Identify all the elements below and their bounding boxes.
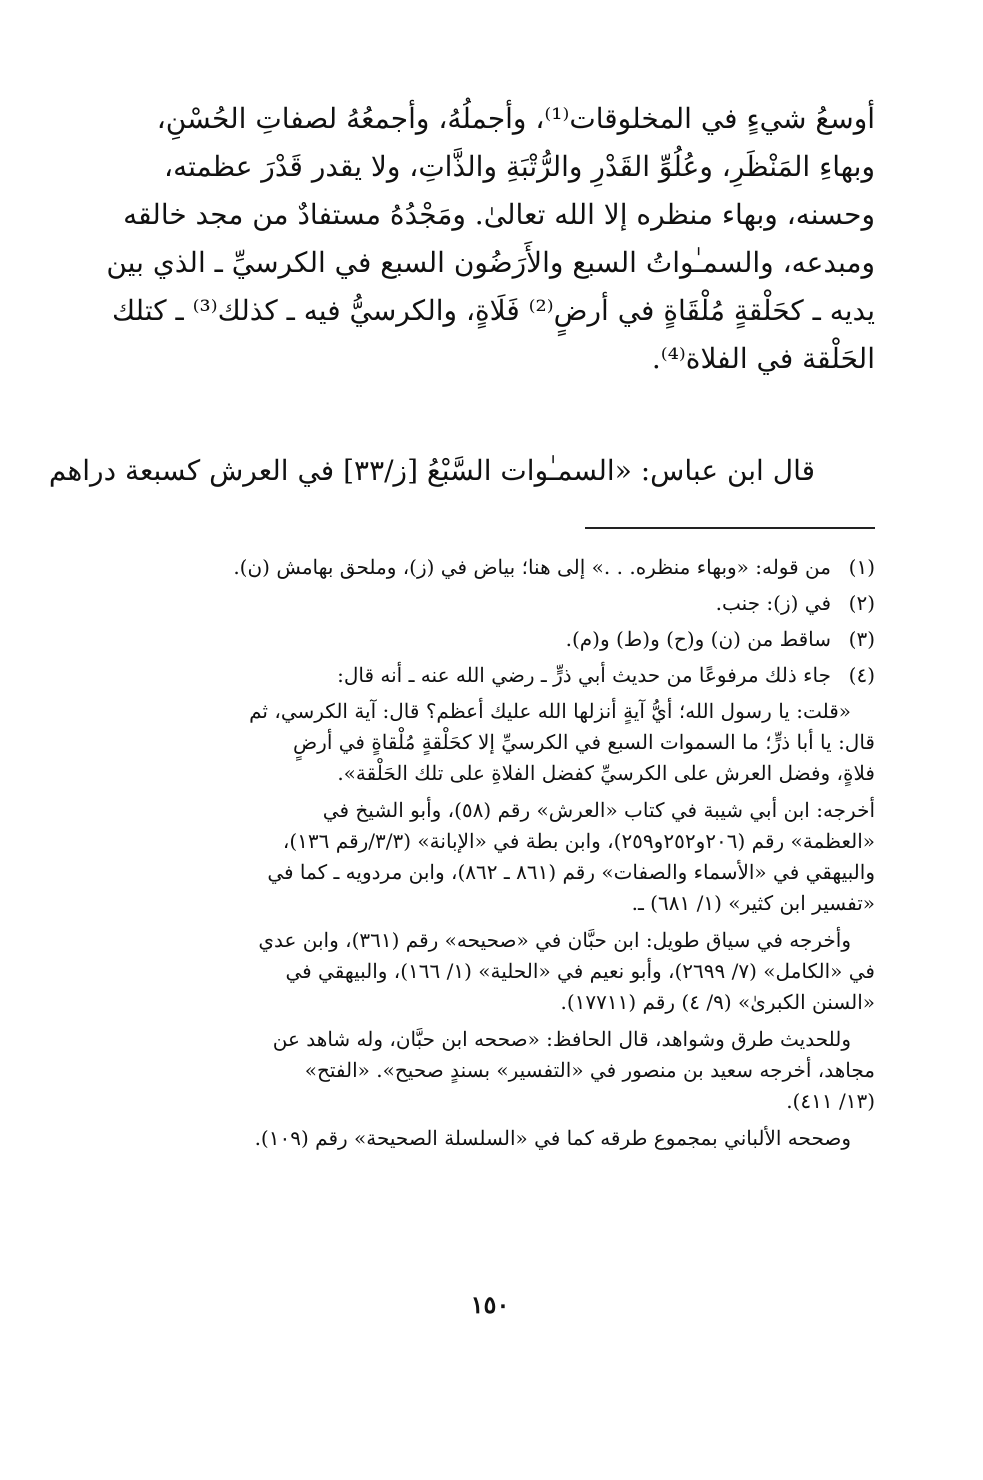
hadith-line: «قلت: يا رسول الله؛ أيُّ آيةٍ أنزلها الله عليك أعظم؟ قال: آية الكرسي، ثم bbox=[249, 699, 851, 723]
footnote-text: ساقط من (ن) و(ح) و(ط) و(م). bbox=[565, 627, 831, 651]
takhrij-block bbox=[105, 795, 875, 919]
ibn-abbas-quote: قال ابن عباس: «السمـٰوات السَّبْعُ [ز/٣٣] في العرش كسبعة دراهم bbox=[48, 454, 815, 487]
page-number: ١٥٠ bbox=[470, 1290, 510, 1319]
footnote-text: جاء ذلك مرفوعًا من حديث أبي ذرٍّ ـ رضي الله عنه ـ أنه قال: bbox=[337, 663, 831, 687]
supporting-routes-line: وللحديث طرق وشواهد، قال الحافظ: «صححه ابن حبَّان، وله شاهد عن bbox=[272, 1027, 851, 1051]
footnote-number: (٤) bbox=[848, 663, 875, 687]
footnotes-section bbox=[105, 552, 875, 1160]
footnote-number: (١) bbox=[848, 555, 875, 579]
hadith-line: فلاةٍ، وفضل العرش على الكرسيِّ كفضل الفلاةِ على تلك الحَلْقة». bbox=[337, 761, 875, 785]
footnote-text: من قوله: «وبهاء منظره. . .» إلى هنا؛ بياض في (ز)، وملحق بهامش (ن). bbox=[233, 555, 831, 579]
footnote-3 bbox=[105, 624, 875, 655]
albani-block bbox=[105, 1123, 875, 1154]
main-line-3: وحسنه، وبهاء منظره إلا الله تعالىٰ. ومَجْدُهُ مستفادٌ من مجد خالقه bbox=[123, 198, 875, 231]
hadith-quote-block bbox=[105, 696, 875, 789]
takhrij-line: «تفسير ابن كثير» (١/ ٦٨١) ـ. bbox=[631, 891, 875, 915]
main-line-5: يديه ـ كحَلْقةٍ مُلْقَاةٍ في أرضٍ⁽²⁾ فَلَاةٍ، والكرسيُّ فيه ـ كذلك⁽³⁾ ـ كتلك bbox=[111, 294, 875, 327]
long-context-block bbox=[105, 925, 875, 1018]
footnote-number: (٢) bbox=[848, 591, 875, 615]
main-line-1: أوسعُ شيءٍ في المخلوقات⁽¹⁾، وأجملُهُ، وأجمعُهُ لصفاتِ الحُسْنِ، bbox=[156, 102, 875, 135]
footnote-1 bbox=[105, 552, 875, 583]
book-page bbox=[48, 95, 875, 1455]
takhrij-line: «العظمة» رقم (٢٠٦و٢٥٢و٢٥٩)، وابن بطة في «الإبانة» (٣/٣/رقم ١٣٦)، bbox=[282, 829, 875, 853]
main-line-2: وبهاءِ المَنْظَرِ، وعُلُوِّ القَدْرِ والرُّتْبَةِ والذَّاتِ، ولا يقدر قَدْرَ عظمته، bbox=[164, 150, 875, 183]
albani-line: وصححه الألباني بمجموع طرقه كما في «السلسلة الصحيحة» رقم (١٠٩). bbox=[254, 1126, 851, 1150]
footnote-text: في (ز): جنب. bbox=[715, 591, 831, 615]
footnote-number: (٣) bbox=[848, 627, 875, 651]
hadith-line: قال: يا أبا ذرٍّ؛ ما السموات السبع في الكرسيِّ إلا كحَلْقةٍ مُلْقاةٍ في أرضٍ bbox=[292, 730, 875, 754]
long-context-line: في «الكامل» (٧/ ٢٦٩٩)، وأبو نعيم في «الحلية» (١/ ١٦٦)، والبيهقي في bbox=[285, 959, 875, 983]
main-line-6: الحَلْقة في الفلاة⁽⁴⁾. bbox=[651, 342, 875, 375]
supporting-routes-line: مجاهد، أخرجه سعيد بن منصور في «التفسير» بسندٍ صحيح». «الفتح» bbox=[304, 1058, 875, 1082]
main-paragraph bbox=[105, 95, 875, 383]
footnote-2 bbox=[105, 588, 875, 619]
main-line-4: ومبدعه، والسمـٰواتُ السبع والأَرَضُون السبع في الكرسيِّ ـ الذي بين bbox=[106, 246, 875, 279]
footnote-divider bbox=[585, 527, 875, 529]
supporting-routes-block bbox=[105, 1024, 875, 1117]
long-context-line: «السنن الكبرىٰ» (٩/ ٤) رقم (١٧٧١١). bbox=[560, 990, 875, 1014]
footnote-4 bbox=[105, 660, 875, 691]
supporting-routes-line: (١٣/ ٤١١). bbox=[786, 1089, 875, 1113]
takhrij-line: والبيهقي في «الأسماء والصفات» رقم (٨٦١ ـ ٨٦٢)، وابن مردويه ـ كما في bbox=[267, 860, 875, 884]
takhrij-line: أخرجه: ابن أبي شيبة في كتاب «العرش» رقم (٥٨)، وأبو الشيخ في bbox=[322, 798, 875, 822]
long-context-line: وأخرجه في سياق طويل: ابن حبَّان في «صحيحه» رقم (٣٦١)، وابن عدي bbox=[258, 928, 851, 952]
